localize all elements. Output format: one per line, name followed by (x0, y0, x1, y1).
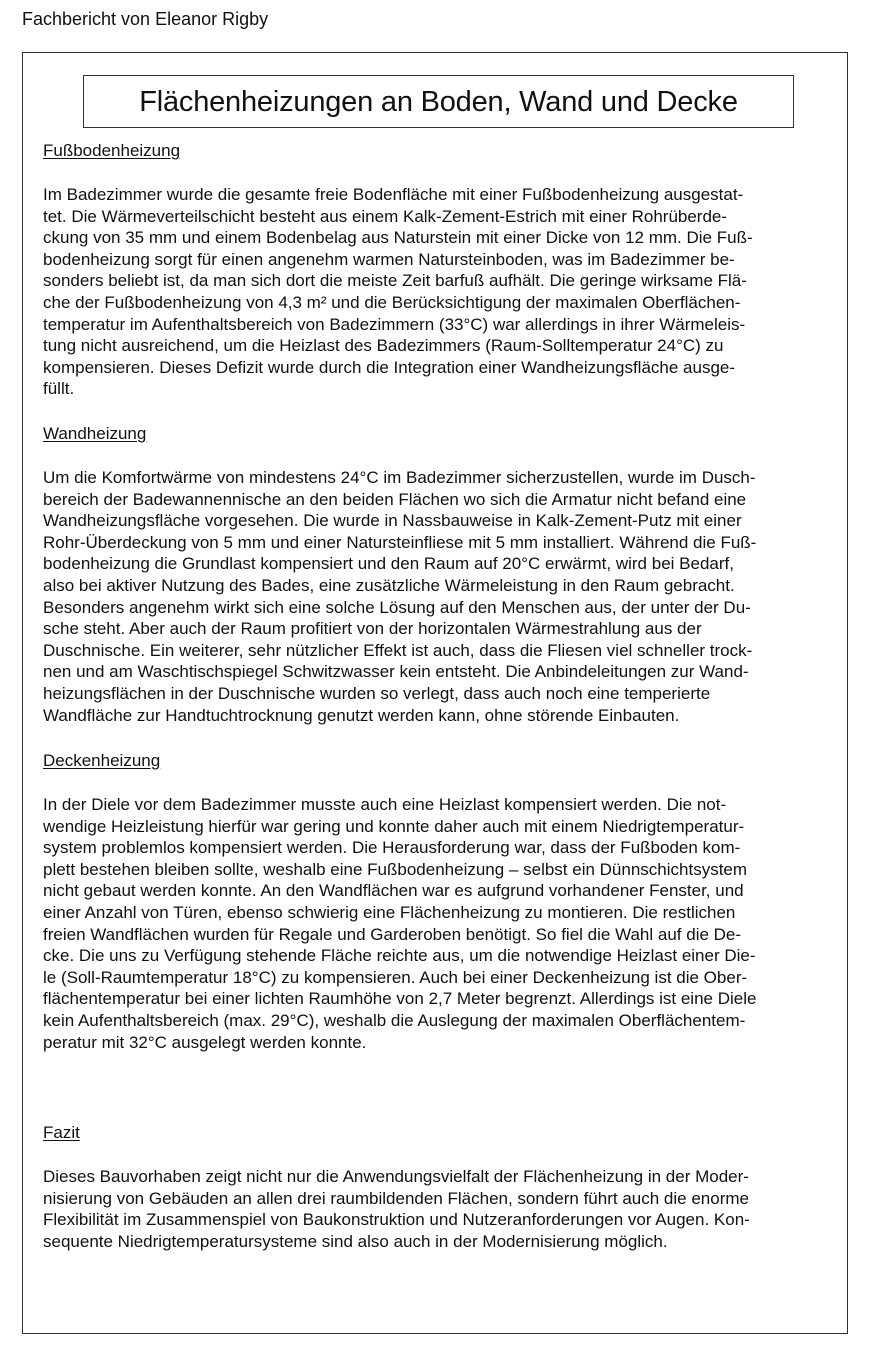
text-line: In der Diele vor dem Badezimmer musste auch eine Heizlast kompensiert werden. Die not- (43, 795, 727, 814)
text-line: füllt. (43, 379, 75, 399)
text-line: tung nicht ausreichend, um die Heizlast des Badezimmers (Raum-Solltemperatur 24°C) zu (43, 336, 724, 356)
text-line: sequente Niedrigtemperatursysteme sind also auch in der Modernisierung möglich. (43, 1231, 668, 1251)
text-line: nisierung von Gebäuden an allen drei raumbildenden Flächen, sondern führt auch die enorme (43, 1188, 749, 1208)
text-line: nicht gebaut werden konnte. An den Wandflächen war es aufgrund vorhandener Fenster, und (43, 881, 744, 901)
text-line: Im Badezimmer wurde die gesamte freie Bodenfläche mit einer Fußbodenheizung ausgestat- (43, 185, 744, 204)
text-line: wendige Heizleistung hierfür war gering und konnte daher auch mit einem Niedrigtemperatur- (43, 816, 745, 836)
title-box (83, 75, 794, 128)
text-line: Um die Komfortwärme von mindestens 24°C im Badezimmer sicherzustellen, wurde im Dusch- (43, 468, 756, 487)
author-line: Fachbericht von Eleanor Rigby (22, 9, 269, 29)
text-line: nen und am Waschtischspiegel Schwitzwasser kein entsteht. Die Anbindeleitungen zur Wand- (43, 662, 749, 682)
text-line: bodenheizung die Grundlast kompensiert und den Raum auf 20°C erwärmt, wird bei Bedarf, (43, 554, 734, 574)
section-heading-deckenheizung: Deckenheizung (43, 751, 161, 770)
text-line: heizungsflächen in der Duschnische wurden so verlegt, dass auch noch eine temperierte (43, 683, 711, 703)
section-body-deckenheizung (43, 794, 833, 1053)
text-line: cke. Die uns zu Verfügung stehende Fläche reichte aus, um die notwendige Heizlast einer Die- (43, 946, 756, 966)
text-line: tet. Die Wärmeverteilschicht besteht aus einem Kalk-Zement-Estrich mit einer Rohrüberde- (43, 206, 728, 226)
text-line: Rohr-Überdeckung von 5 mm und einer Natursteinfliese mit 5 mm installiert. Während die Fuß- (43, 532, 757, 552)
text-line: ckung von 35 mm und einem Bodenbelag aus Naturstein mit einer Dicke von 12 mm. Die Fuß- (43, 228, 753, 248)
text-line: temperatur im Aufenthaltsbereich von Badezimmern (33°C) war allerdings in ihrer Wärmeleis- (43, 314, 746, 334)
section-body-fazit (43, 1166, 833, 1252)
text-line: bodenheizung sorgt für einen angenehm warmen Natursteinboden, was im Badezimmer be- (43, 249, 735, 269)
section-heading-wandheizung: Wandheizung (43, 424, 147, 443)
text-line: einer Anzahl von Türen, ebenso schwierig eine Flächenheizung zu montieren. Die restlichen (43, 902, 736, 922)
text-line: Flexibilität im Zusammenspiel von Baukonstruktion und Nutzeranforderungen vor Augen. Kon- (43, 1210, 750, 1230)
section-heading-fazit: Fazit (43, 1123, 80, 1142)
text-line: sonders beliebt ist, da man sich dort die meiste Zeit barfuß aufhält. Die geringe wirksame Flä- (43, 271, 747, 291)
text-line: che der Fußbodenheizung von 4,3 m² und die Berücksichtigung der maximalen Oberflächen- (43, 292, 741, 312)
text-line: kein Aufenthaltsbereich (max. 29°C), weshalb die Auslegung der maximalen Oberflächentem- (43, 1010, 746, 1030)
text-line: Duschnische. Ein weiterer, sehr nützlicher Effekt ist auch, dass die Fliesen viel schneller trock- (43, 640, 753, 660)
text-line: Dieses Bauvorhaben zeigt nicht nur die Anwendungsvielfalt der Flächenheizung in der Moder- (43, 1167, 749, 1186)
text-line: Wandfläche zur Handtuchtrocknung genutzt werden kann, ohne störende Einbauten. (43, 705, 680, 725)
text-line: peratur mit 32°C ausgelegt werden konnte. (43, 1032, 367, 1052)
section-body-wandheizung (43, 467, 833, 726)
text-line: plett bestehen bleiben sollte, weshalb eine Fußbodenheizung – selbst ein Dünnschichtsystem (43, 859, 748, 879)
section-body-fussbodenheizung (43, 184, 833, 400)
text-line: Wandheizungsfläche vorgesehen. Die wurde in Nassbauweise in Kalk-Zement-Putz mit einer (43, 511, 742, 531)
text-line: system problemlos kompensiert werden. Die Herausforderung war, dass der Fußboden kom- (43, 838, 741, 858)
text-line: le (Soll-Raumtemperatur 18°C) zu kompensieren. Auch bei einer Deckenheizung ist die Ober- (43, 967, 748, 987)
text-line: freien Wandflächen wurden für Regale und Garderoben benötigt. So fiel die Wahl auf die De- (43, 924, 742, 944)
text-line: also bei aktiver Nutzung des Bades, eine zusätzliche Wärmeleistung in den Raum gebracht. (43, 575, 735, 595)
document-title: Flächenheizungen an Boden, Wand und Decke (139, 85, 738, 118)
text-line: flächentemperatur bei einer lichten Raumhöhe von 2,7 Meter begrenzt. Allerdings ist eine Diele (43, 989, 757, 1009)
text-line: sche steht. Aber auch der Raum profitiert von der horizontalen Wärmestrahlung aus der (43, 619, 702, 639)
text-line: bereich der Badewannennische an den beiden Flächen wo sich die Armatur nicht befand eine (43, 489, 747, 509)
section-heading-fussbodenheizung: Fußbodenheizung (43, 141, 181, 160)
text-line: kompensieren. Dieses Defizit wurde durch die Integration einer Wandheizungsfläche ausge- (43, 357, 736, 377)
text-line: Besonders angenehm wirkt sich eine solche Lösung auf den Menschen aus, der unter der Du- (43, 597, 751, 617)
